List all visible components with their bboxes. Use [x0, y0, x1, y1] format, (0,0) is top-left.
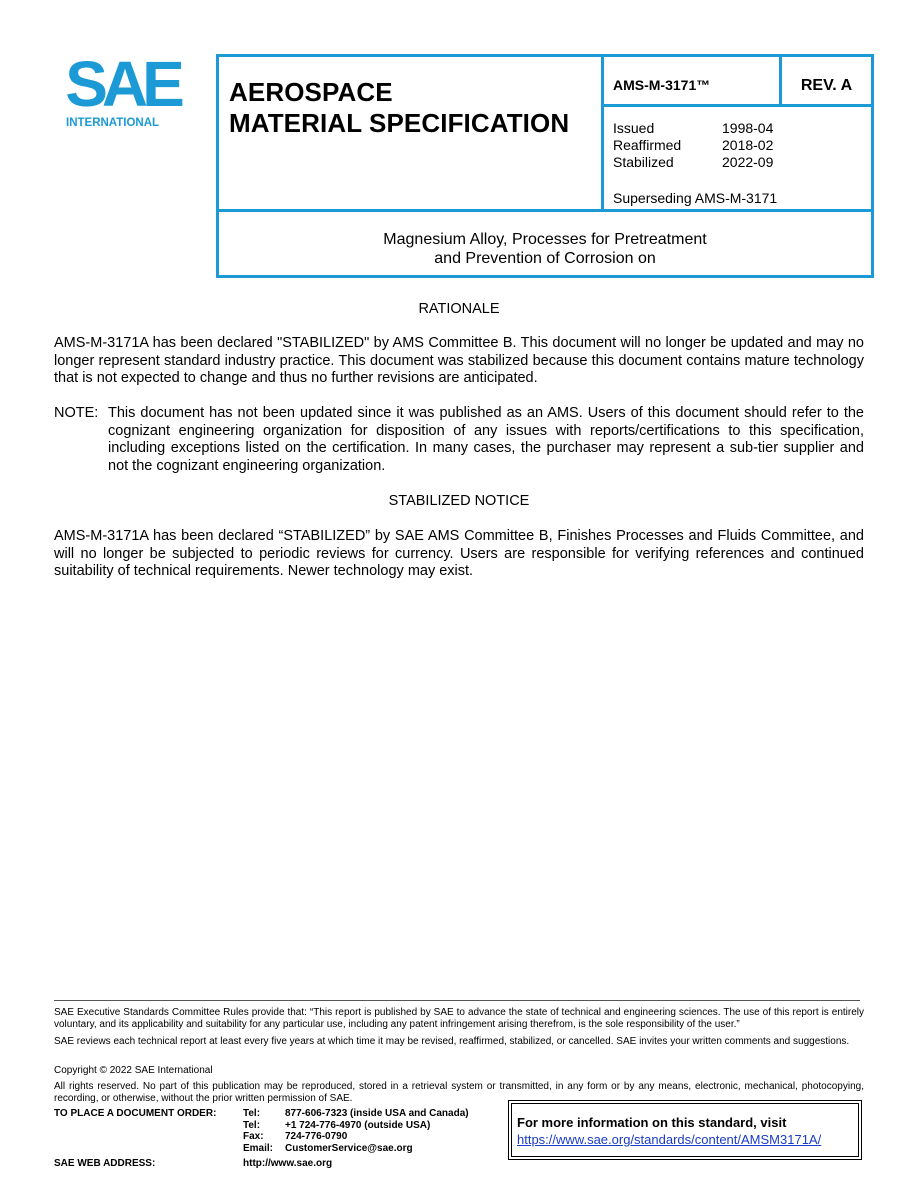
date-row-stabilized: [613, 154, 773, 171]
contact-email[interactable]: CustomerService@sae.org: [285, 1142, 413, 1154]
date-row-issued: [613, 120, 773, 137]
logo-subtext: INTERNATIONAL: [66, 117, 160, 129]
standard-url-link[interactable]: https://www.sae.org/standards/content/AMSM3171A/: [517, 1132, 822, 1147]
contact-key: Email:: [243, 1142, 274, 1154]
contact-row: [243, 1120, 469, 1132]
review-policy-text: SAE reviews each technical report at least every five years at which time it may be revised, reaffirmed, stabilized, or cancelled. SAE invites your written comments and suggestions.: [54, 1036, 850, 1047]
contact-value[interactable]: 877-606-7323 (inside USA and Canada): [285, 1108, 469, 1119]
contact-row: [243, 1131, 469, 1143]
revision: REV. A: [800, 77, 853, 94]
title-line-2: MATERIAL SPECIFICATION: [229, 108, 570, 138]
contact-value: 724-776-0790: [285, 1131, 348, 1143]
doc-number: AMS-M-3171™: [613, 77, 711, 93]
date-label: Issued: [613, 120, 655, 136]
rationale-paragraph: AMS-M-3171A has been declared "STABILIZED" by AMS Committee B. This document will no longer be updated and may no longer represent standard industry practice. This document was stabilized because this document contains mature technology that is not expected to change and thus no further revisions are anticipated.: [54, 335, 864, 387]
header-box: [216, 54, 874, 278]
contact-row: [243, 1108, 469, 1120]
title-cell: [219, 57, 604, 212]
order-label: TO PLACE A DOCUMENT ORDER:: [54, 1108, 217, 1119]
subtitle-line-1: Magnesium Alloy, Processes for Pretreatment: [383, 231, 707, 248]
subtitle-line-2: and Prevention of Corrosion on: [434, 250, 656, 267]
date-value: 1998-04: [722, 120, 774, 136]
date-label: Stabilized: [613, 154, 674, 170]
web-address-link[interactable]: http://www.sae.org: [243, 1158, 333, 1169]
title-line-1: AEROSPACE: [229, 77, 393, 107]
logo-letters: SAE: [65, 54, 179, 120]
date-list: [613, 120, 773, 171]
contact-list: [243, 1108, 469, 1154]
header-divider: [219, 209, 871, 212]
contact-key: Tel:: [243, 1119, 261, 1131]
superseding-note: Superseding AMS-M-3171: [613, 190, 778, 206]
contact-value[interactable]: +1 724-776-4970 (outside USA): [285, 1119, 431, 1131]
revision-cell: [782, 57, 871, 107]
contact-row: [243, 1143, 469, 1155]
note-label: NOTE:: [54, 405, 99, 421]
stabilized-notice-heading: STABILIZED NOTICE: [388, 493, 530, 509]
date-value: 2022-09: [722, 154, 774, 170]
copyright-text: Copyright © 2022 SAE International: [54, 1065, 213, 1076]
sae-logo-graphic: [62, 54, 186, 130]
note-paragraph: This document has not been updated since it was published as an AMS. Users of this document should refer to the cognizant engineering organization for disposition of any issues with reports/certifications to this specification, including exceptions listed on the certification. In many cases, the purchaser may represent a sub-tier supplier and not the cognizant engineering organization.: [108, 405, 864, 474]
document-type-title: [229, 77, 569, 139]
date-label: Reaffirmed: [613, 137, 682, 153]
footer-divider: [54, 1000, 860, 1001]
date-row-reaffirmed: [613, 137, 773, 154]
doc-number-cell: [604, 57, 782, 107]
more-info-box: [508, 1100, 862, 1160]
web-address-label: SAE WEB ADDRESS:: [54, 1158, 156, 1169]
rationale-heading: RATIONALE: [418, 301, 500, 317]
more-info-title: For more information on this standard, visit: [517, 1115, 787, 1130]
sae-logo: [62, 54, 186, 130]
contact-key: Tel:: [243, 1108, 261, 1119]
stabilized-notice-paragraph: AMS-M-3171A has been declared “STABILIZED” by SAE AMS Committee B, Finishes Processes and Fluids Committee, and will no longer be subjected to periodic reviews for currency. Users are responsible for verifying references and continued suitability of technical requirements. Newer technology may exist.: [54, 528, 864, 580]
contact-key: Fax:: [243, 1131, 264, 1143]
document-subtitle: [219, 230, 871, 268]
committee-rules-text: SAE Executive Standards Committee Rules provide that: “This report is published by SAE to advance the state of technical and engineering sciences. The use of this report is entirely voluntary, and its applicability and suitability for any particular use, including any patent infringement arising therefrom, is the sole responsibility of the user.”: [54, 1007, 864, 1030]
date-value: 2018-02: [722, 137, 774, 153]
rights-reserved-text: All rights reserved. No part of this publication may be reproduced, stored in a retrieval system or transmitted, in any form or by any means, electronic, mechanical, photocopying, recording, or otherwise, without the prior written permission of SAE.: [54, 1081, 864, 1104]
